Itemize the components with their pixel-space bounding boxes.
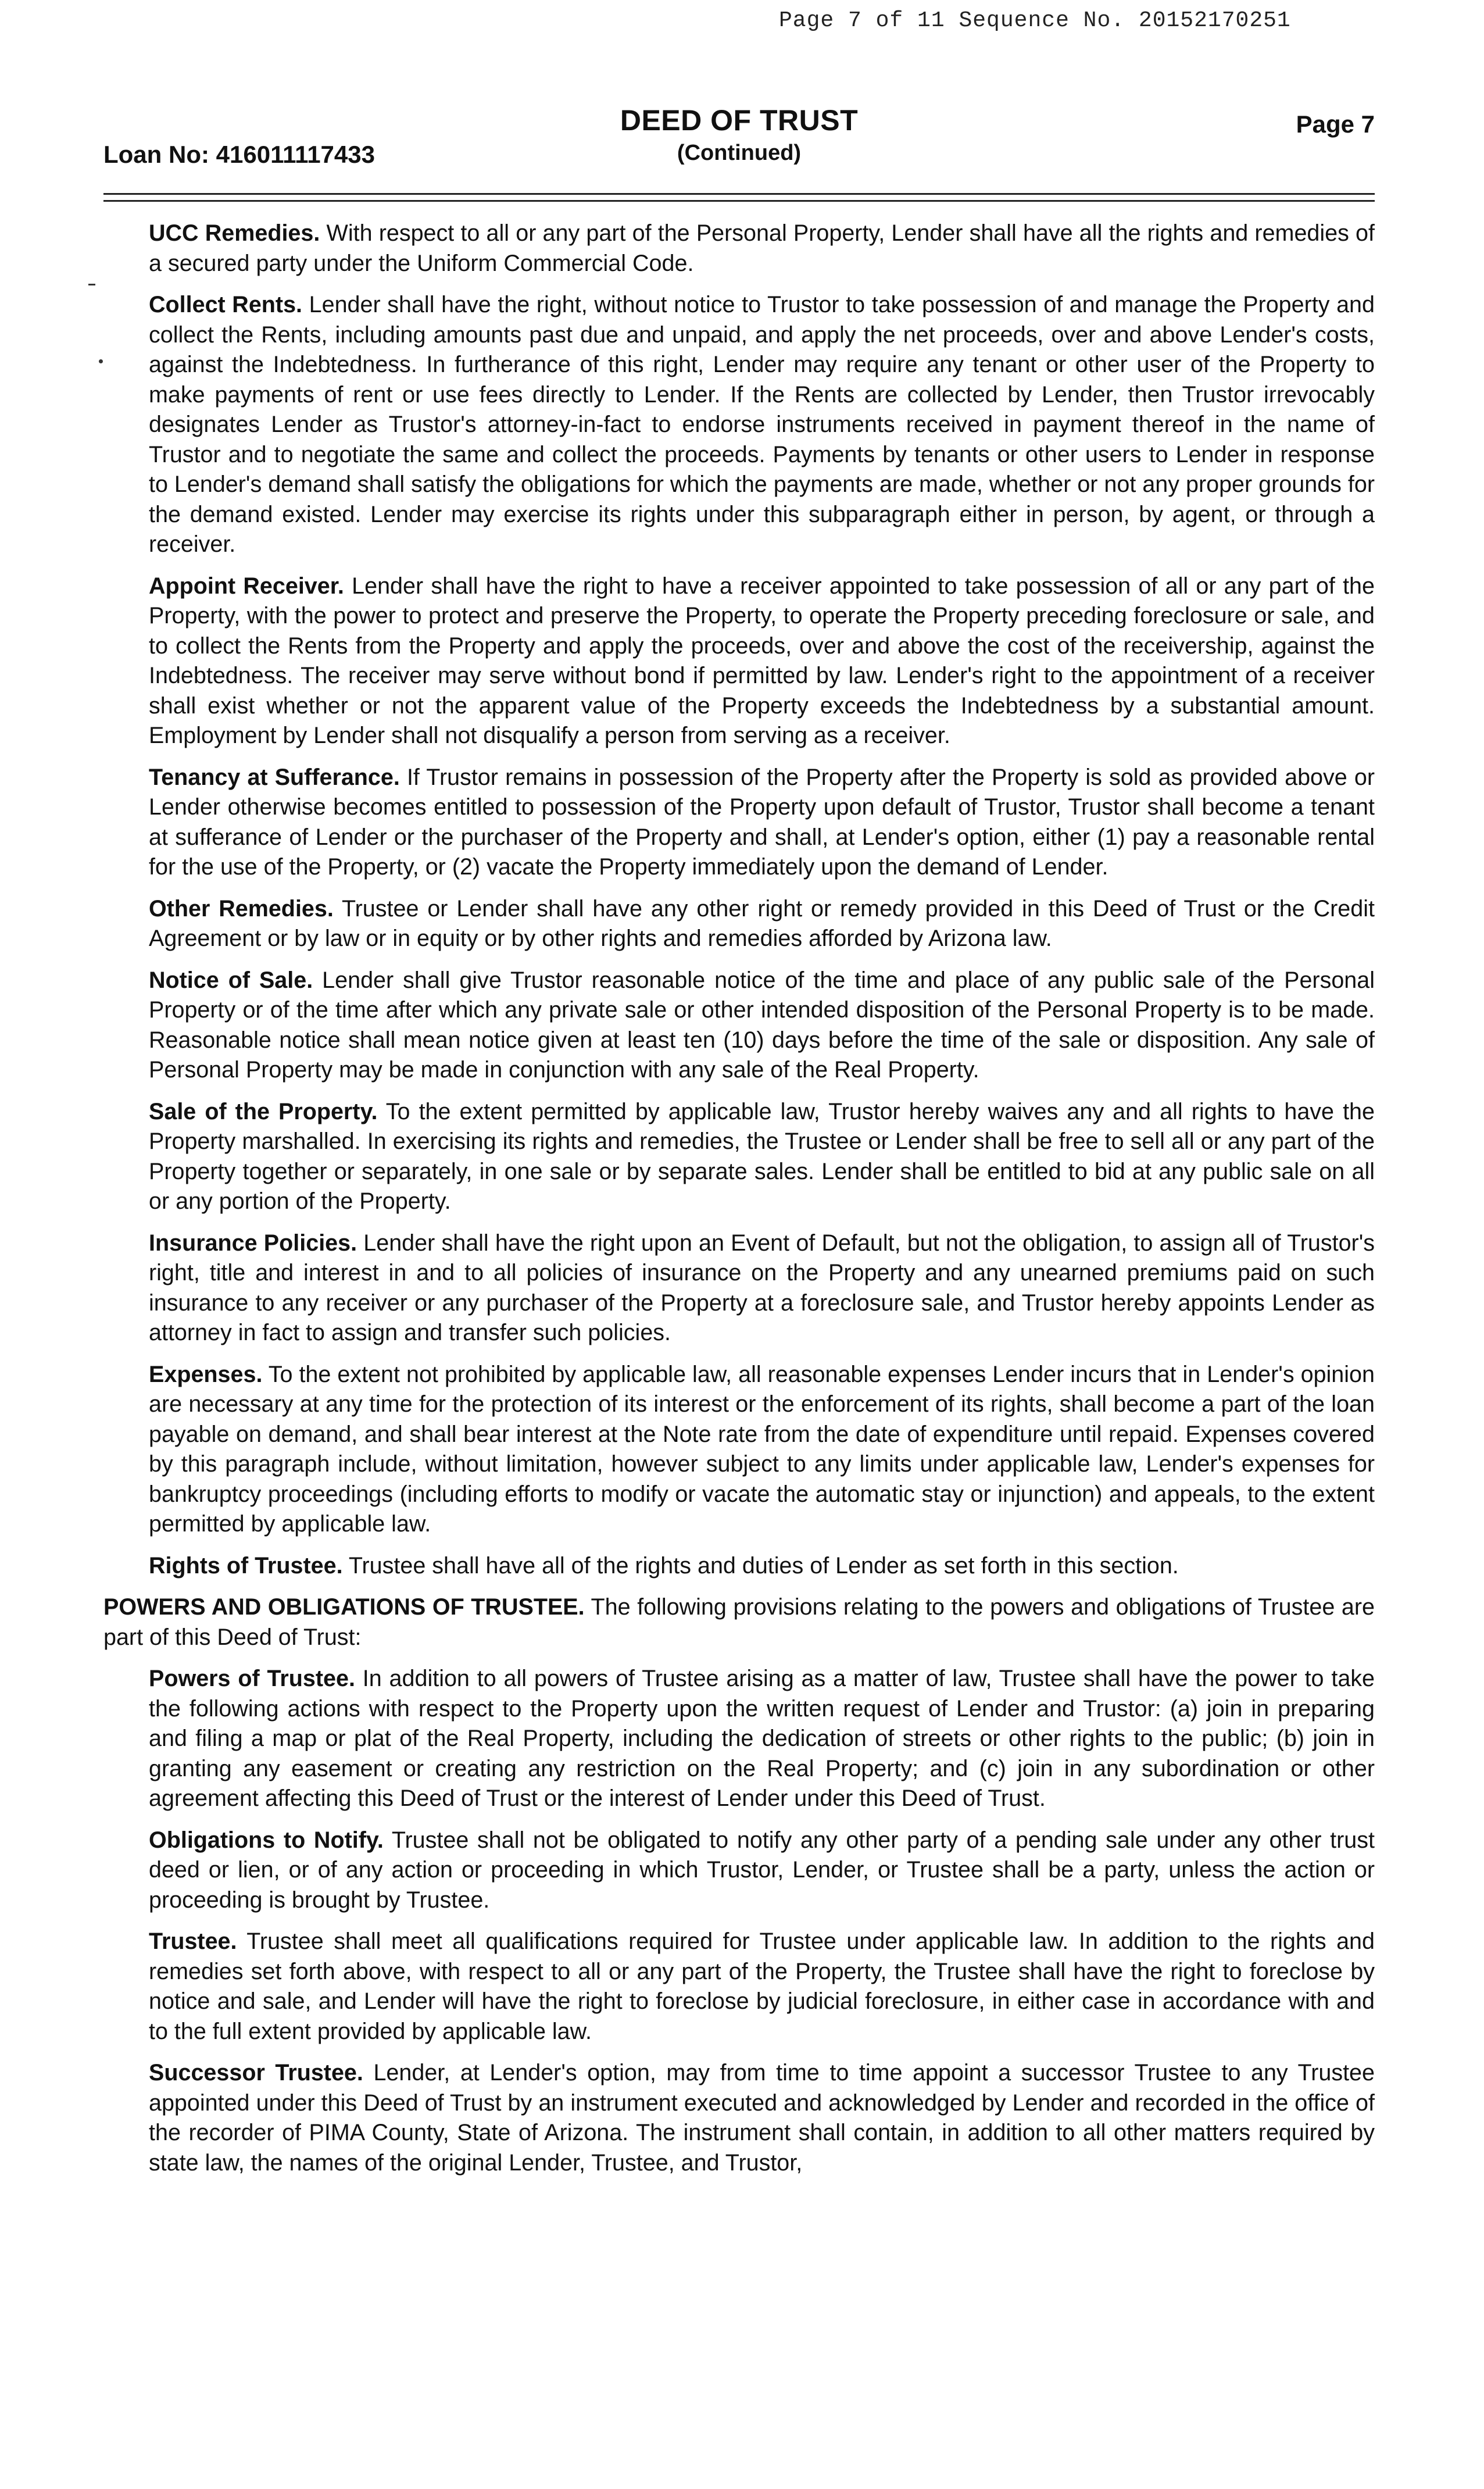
section-powers-and-obligations bbox=[103, 1592, 1375, 1652]
section-text: Trustee or Lender shall have any other right or remedy provided in this Deed of Trust or the Credit Agreement or by law or in equity or by other rights and remedies afforded by Arizona law. bbox=[149, 895, 1375, 951]
section-text: Lender shall have the right, without notice to Trustor to take possession of and manage the Property and collect the Rents, including amounts past due and unpaid, and apply the net proceeds, over and above Lender's costs, against the Indebtedness. In furtherance of this right, Lender may require any tenant or other user of the Property to make payments of rent or use fees directly to Lender. If the Rents are collected by Lender, then Trustor irrevocably designates Lender as Trustor's attorney-in-fact to endorse instruments received in payment thereof in the name of Trustor and to negotiate the same and collect the proceeds. Payments by tenants or other users to Lender in response to Lender's demand shall satisfy the obligations for which the payments are made, whether or not any proper grounds for the demand existed. Lender may exercise its rights under this subparagraph either in person, by agent, or through a receiver. bbox=[149, 292, 1375, 557]
section-text: With respect to all or any part of the Personal Property, Lender shall have all the rights and remedies of a secured party under the Uniform Commercial Code. bbox=[149, 220, 1375, 276]
section-text: Lender shall give Trustor reasonable notice of the time and place of any public sale of the Personal Property or of the time after which any private sale or other intended disposition of the Personal Property is to be made. Reasonable notice shall mean notice given at least ten (10) days before the time of the sale or disposition. Any sale of Personal Property may be made in conjunction with any sale of the Real Property. bbox=[149, 967, 1375, 1083]
page-number: Page 7 bbox=[1296, 110, 1375, 138]
section-sale-of-property bbox=[149, 1097, 1375, 1217]
section-heading: Obligations to Notify. bbox=[149, 1827, 384, 1853]
section-rights-of-trustee bbox=[149, 1551, 1375, 1581]
header-rule-bottom bbox=[103, 200, 1375, 202]
document-title: DEED OF TRUST bbox=[620, 104, 859, 137]
section-text: Trustee shall not be obligated to notify any other party of a pending sale under any other trust deed or lien, or of any action or proceeding in which Trustor, Lender, or Trustee shall be a party, unless the action or proceeding is brought by Trustee. bbox=[149, 1827, 1375, 1913]
section-heading: POWERS AND OBLIGATIONS OF TRUSTEE. bbox=[103, 1594, 585, 1620]
section-appoint-receiver bbox=[149, 572, 1375, 751]
section-text: Lender shall have the right upon an Event of Default, but not the obligation, to assign all of Trustor's right, title and interest in and to all policies of insurance on the Property and any unearned premiums paid on such insurance to any receiver or any purchaser of the Property at a foreclosure sale, and Trustor hereby appoints Lender as attorney in fact to assign and transfer such policies. bbox=[149, 1230, 1375, 1345]
section-heading: Successor Trustee. bbox=[149, 2060, 363, 2086]
section-text: To the extent permitted by applicable law, Trustor hereby waives any and all rights to have the Property marshalled. In exercising its rights and remedies, the Trustee or Lender shall be free to sell all or any part of the Property together or separately, in one sale or by separate sales. Lender shall be entitled to bid at any public sale on all or any portion of the Property. bbox=[149, 1098, 1375, 1214]
section-heading: Notice of Sale. bbox=[149, 967, 313, 993]
section-heading: Insurance Policies. bbox=[149, 1230, 357, 1256]
section-tenancy-at-sufferance bbox=[149, 763, 1375, 883]
margin-scan-dot bbox=[99, 359, 103, 363]
section-heading: Collect Rents. bbox=[149, 292, 303, 317]
section-heading: Trustee. bbox=[149, 1929, 237, 1954]
document-subtitle: (Continued) bbox=[677, 141, 802, 165]
document-body bbox=[103, 219, 1375, 2190]
section-text: If Trustor remains in possession of the Property after the Property is sold as provided above or Lender otherwise becomes entitled to possession of the Property upon default of Trustor, Trustor shall become a tenant at sufferance of Lender or the purchaser of the Property and shall, at Lender's option, either (1) pay a reasonable rental for the use of the Property, or (2) vacate the Property immediately upon the demand of Lender. bbox=[149, 764, 1375, 880]
section-heading: Tenancy at Sufferance. bbox=[149, 764, 400, 790]
header-rule-top bbox=[103, 193, 1375, 195]
loan-number: Loan No: 416011117433 bbox=[103, 141, 375, 168]
section-powers-of-trustee bbox=[149, 1664, 1375, 1814]
sequence-header: Page 7 of 11 Sequence No. 20152170251 bbox=[779, 8, 1291, 33]
section-ucc-remedies bbox=[149, 219, 1375, 278]
section-text: To the extent not prohibited by applicable law, all reasonable expenses Lender incurs that in Lender's opinion are necessary at any time for the protection of its interest or the enforcement of its rights, shall become a part of the loan payable on demand, and shall bear interest at the Note rate from the date of expenditure until repaid. Expenses covered by this paragraph include, without limitation, however subject to any limits under applicable law, Lender's expenses for bankruptcy proceedings (including efforts to modify or vacate the automatic stay or injunction) and appeals, to the extent permitted by applicable law. bbox=[149, 1361, 1375, 1537]
section-heading: Expenses. bbox=[149, 1361, 263, 1387]
section-heading: Other Remedies. bbox=[149, 895, 334, 922]
section-heading: Rights of Trustee. bbox=[149, 1552, 343, 1579]
section-text: Trustee shall meet all qualifications required for Trustee under applicable law. In addition to the rights and remedies set forth above, with respect to all or any part of the Property, the Trustee shall have the right to foreclose by notice and sale, and Lender will have the right to foreclose by judicial foreclosure, in either case in accordance with and to the full extent provided by applicable law. bbox=[149, 1929, 1375, 2044]
section-obligations-to-notify bbox=[149, 1826, 1375, 1916]
section-text: In addition to all powers of Trustee arising as a matter of law, Trustee shall have the power to take the following actions with respect to the Property upon the written request of Lender and Trustor: (a) join in preparing and filing a map or plat of the Real Property, including the dedication of streets or other rights to the public; (b) join in granting any easement or creating any restriction on the Real Property; and (c) join in any subordination or other agreement affecting this Deed of Trust or the interest of Lender under this Deed of Trust. bbox=[149, 1666, 1375, 1811]
document-header bbox=[103, 103, 1375, 173]
section-successor-trustee bbox=[149, 2058, 1375, 2178]
section-heading: Powers of Trustee. bbox=[149, 1666, 355, 1691]
section-heading: Sale of the Property. bbox=[149, 1098, 378, 1124]
section-text: Trustee shall have all of the rights and duties of Lender as set forth in this section. bbox=[342, 1552, 1179, 1579]
section-text: Lender shall have the right to have a receiver appointed to take possession of all or any part of the Property, with the power to protect and preserve the Property, to operate the Property preceding foreclosure or sale, and to collect the Rents from the Property and apply the proceeds, over and above the cost of the receivership, against the Indebtedness. The receiver may serve without bond if permitted by law. Lender's right to the appointment of a receiver shall exist whether or not the apparent value of the Property exceeds the Indebtedness by a substantial amount. Employment by Lender shall not disqualify a person from serving as a receiver. bbox=[149, 573, 1375, 748]
section-text: The following provisions relating to the powers and obligations of Trustee are part of this Deed of Trust: bbox=[103, 1594, 1375, 1650]
section-text: Lender, at Lender's option, may from time to time appoint a successor Trustee to any Trustee appointed under this Deed of Trust by an instrument executed and acknowledged by Lender and recorded in the office of the recorder of PIMA County, State of Arizona. The instrument shall contain, in addition to all other matters required by state law, the names of the original Lender, Trustee, and Trustor, bbox=[149, 2060, 1375, 2176]
margin-scan-mark bbox=[88, 284, 95, 285]
section-insurance-policies bbox=[149, 1229, 1375, 1348]
section-other-remedies bbox=[149, 894, 1375, 954]
section-collect-rents bbox=[149, 290, 1375, 560]
section-heading: UCC Remedies. bbox=[149, 220, 320, 246]
section-notice-of-sale bbox=[149, 966, 1375, 1085]
section-heading: Appoint Receiver. bbox=[149, 573, 344, 599]
section-expenses bbox=[149, 1360, 1375, 1540]
section-trustee bbox=[149, 1927, 1375, 2047]
